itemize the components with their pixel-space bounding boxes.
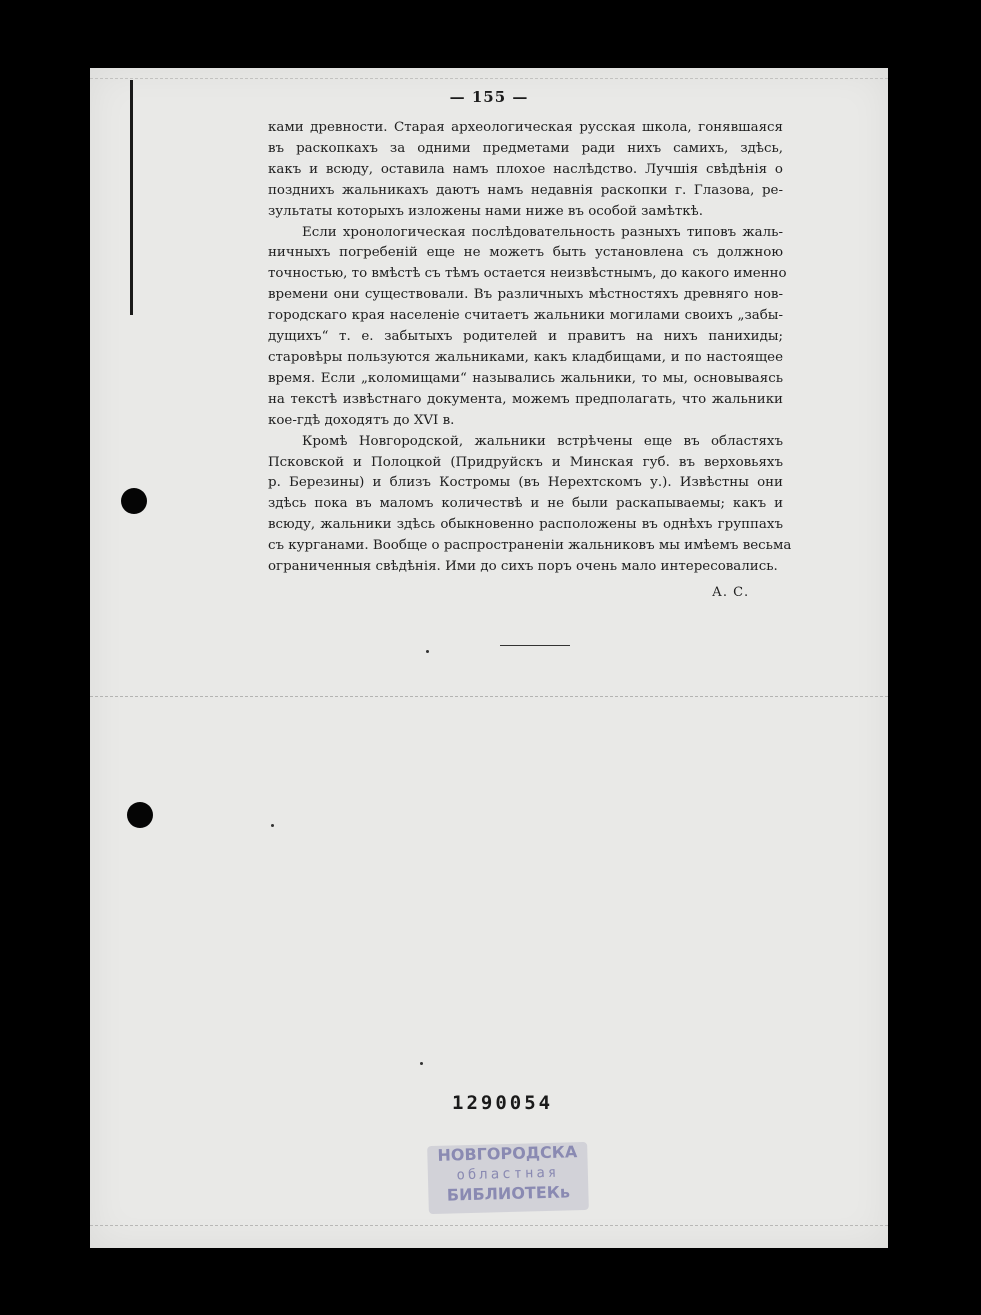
text-line: р. Березины) и близъ Костромы (въ Нерехтскомъ у.). Извѣстны они [268, 475, 783, 491]
text-line: точностью, то вмѣстѣ съ тѣмъ остается неизвѣстнымъ, до какого именно [268, 266, 787, 282]
text-line: кое-гдѣ доходятъ до XVI в. [268, 412, 455, 428]
body-text [268, 118, 792, 578]
text-line: ничныхъ погребеній еще не можетъ быть установлена съ должною [268, 245, 783, 261]
punch-hole [127, 802, 153, 828]
text-line: время. Если „коломищами“ назывались жальники, то мы, основываясь [268, 370, 783, 386]
text-line: всюду, жальники здѣсь обыкновенно расположены въ однѣхъ группахъ [268, 517, 783, 533]
text-line: ками древности. Старая археологическая русская школа, гонявшаяся [268, 120, 783, 135]
inventory-number: 1290054 [452, 1092, 554, 1114]
text-line: дущихъ“ т. е. забытыхъ родителей и правитъ на нихъ панихиды; [268, 329, 783, 345]
end-rule [500, 645, 570, 646]
stamp-line: БИБЛИОТЕКь [446, 1182, 571, 1205]
text-line: времени они существовали. Въ различныхъ мѣстностяхъ древняго нов- [268, 287, 783, 303]
page-top-edge [90, 78, 888, 79]
punch-hole [121, 488, 147, 514]
author-signature: А. С. [712, 585, 750, 600]
text-line: на текстѣ извѣстнаго документа, можемъ предполагать, что жальники [268, 391, 783, 407]
library-stamp [427, 1142, 589, 1214]
text-line: старовѣры пользуются жальниками, какъ кладбищами, и по настоящее [268, 349, 783, 365]
text-line: съ курганами. Вообще о распространеніи жальниковъ мы имѣемъ весьма [268, 538, 792, 554]
page-bottom-edge [90, 1225, 888, 1226]
page-number: — 155 — [449, 88, 529, 106]
text-line: городскаго края населеніе считаетъ жальники могилами своихъ „забы- [268, 308, 783, 324]
text-line: Кромѣ Новгородской, жальники встрѣчены еще въ областяхъ [302, 433, 783, 449]
text-line: въ раскопкахъ за одними предметами ради нихъ самихъ, здѣсь, [268, 140, 783, 156]
text-line: здѣсь пока въ маломъ количествѣ и не были раскапываемы; какъ и [268, 496, 783, 512]
speck [426, 650, 429, 653]
text-line: зультаты которыхъ изложены нами ниже въ особой замѣткѣ. [268, 203, 704, 219]
text-line: позднихъ жальникахъ даютъ намъ недавнія раскопки г. Глазова, ре- [268, 182, 783, 198]
speck [420, 1062, 423, 1065]
text-line: Если хронологическая послѣдовательность разныхъ типовъ жаль- [302, 224, 783, 240]
text-line: какъ и всюду, оставила намъ плохое наслѣдство. Лучшія свѣдѣнія о [268, 161, 783, 177]
document-page [90, 68, 888, 1248]
margin-mark [130, 80, 133, 315]
stamp-line: НОВГОРОДСКА [437, 1142, 578, 1165]
text-line: ограниченныя свѣдѣнія. Ими до сихъ поръ очень мало интересовались. [268, 559, 778, 575]
fold-line [90, 696, 888, 697]
text-line: Псковской и Полоцкой (Придруйскъ и Минская губ. въ верховьяхъ [268, 454, 783, 470]
stamp-line: областная [456, 1164, 560, 1184]
speck [271, 824, 274, 827]
